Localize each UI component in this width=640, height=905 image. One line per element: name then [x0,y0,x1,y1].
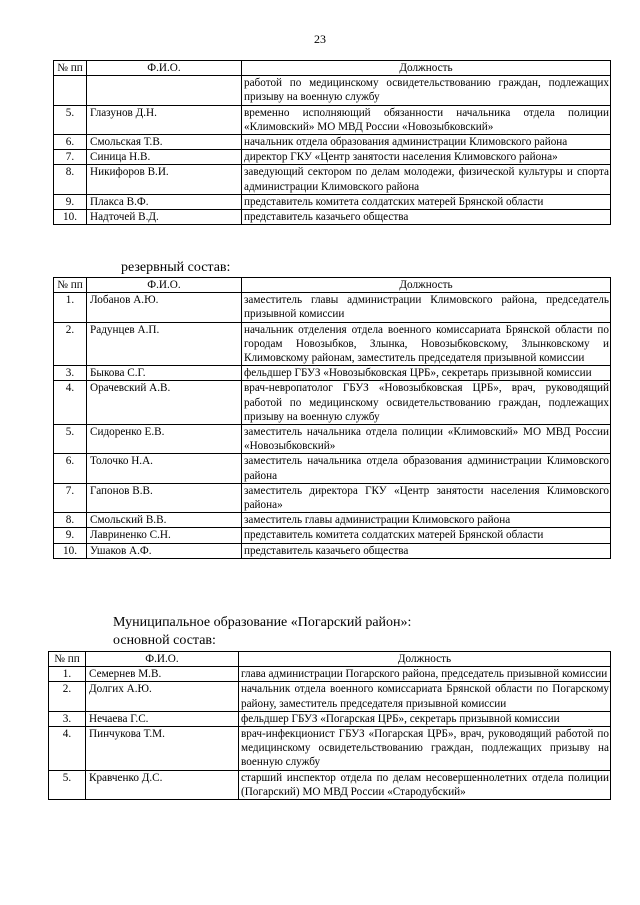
cell-position: фельдшер ГБУЗ «Новозыбковская ЦРБ», секретарь призывной комиссии [242,366,611,381]
cell-position: заведующий сектором по делам молодежи, физической культуры и спорта администрации Климовского района [242,165,611,194]
table-row [54,425,611,454]
cell-name: Никифоров В.И. [87,165,242,194]
cell-position: начальник отдела образования администрации Климовского района [242,135,611,150]
cell-position: представитель казачьего общества [242,543,611,558]
cell-position: фельдшер ГБУЗ «Погарская ЦРБ», секретарь призывной комиссии [239,711,611,726]
column-header-name: Ф.И.О. [87,61,242,76]
table-row [54,513,611,528]
cell-number: 3. [54,366,87,381]
cell-position: заместитель начальника отдела образования администрации Климовского района [242,454,611,483]
cell-position: представитель комитета солдатских матерей Брянской области [242,194,611,209]
cell-name: Смольский В.В. [87,513,242,528]
cell-number: 3. [49,711,86,726]
cell-name: Нечаева Г.С. [86,711,239,726]
cell-name: Семернев М.В. [86,667,239,682]
cell-name: Надточей В.Д. [87,210,242,225]
cell-name: Ушаков А.Ф. [87,543,242,558]
cell-number: 7. [54,150,87,165]
cell-name: Глазунов Д.Н. [87,105,242,134]
cell-number: 9. [54,194,87,209]
cell-name: Быкова С.Г. [87,366,242,381]
cell-number: 5. [54,425,87,454]
cell-name: Гапонов В.В. [87,483,242,512]
table-header-row [49,652,611,667]
table-row [49,770,611,799]
table-row [54,135,611,150]
column-header-num: № пп [54,61,87,76]
column-header-name: Ф.И.О. [87,278,242,293]
cell-number: 5. [49,770,86,799]
cell-number: 8. [54,513,87,528]
table-row [54,293,611,322]
table-row [54,150,611,165]
table-row [54,454,611,483]
column-header-position: Должность [242,61,611,76]
cell-number: 2. [54,322,87,366]
table-row [54,366,611,381]
cell-position: начальник отделения отдела военного комиссариата Брянской области по городам Новозыбков, Злынка, Новозыбковскому, Злынковскому и Климовскому районам, заместитель председателя призывной комиссии [242,322,611,366]
cell-name: Лобанов А.Ю. [87,293,242,322]
cell-position: глава администрации Погарского района, председатель призывной комиссии [239,667,611,682]
cell-position: представитель казачьего общества [242,210,611,225]
cell-number: 4. [49,727,86,771]
table-row [49,667,611,682]
cell-position: директор ГКУ «Центр занятости населения Климовского района» [242,150,611,165]
cell-name: Орачевский А.В. [87,381,242,425]
table-row [49,727,611,771]
table-row [49,682,611,711]
cell-name: Толочко Н.А. [87,454,242,483]
cell-position: заместитель директора ГКУ «Центр занятости населения Климовского района» [242,483,611,512]
cell-number: 4. [54,381,87,425]
cell-name: Смольская Т.В. [87,135,242,150]
cell-name: Синица Н.В. [87,150,242,165]
cell-number: 10. [54,543,87,558]
cell-position: начальник отдела военного комиссариата Брянской области по Погарскому району, заместитель председателя призывной комиссии [239,682,611,711]
column-header-position: Должность [239,652,611,667]
table-row [54,194,611,209]
column-header-num: № пп [54,278,87,293]
table-row [54,381,611,425]
cell-number: 8. [54,165,87,194]
table-row [54,483,611,512]
cell-number: 6. [54,454,87,483]
commission-table-continued [53,60,611,225]
column-header-name: Ф.И.О. [86,652,239,667]
main-composition-table [48,651,611,800]
cell-position: заместитель начальника отдела полиции «Климовский» МО МВД России «Новозыбковский» [242,425,611,454]
reserve-composition-table [53,277,611,559]
cell-number: 9. [54,528,87,543]
column-header-position: Должность [242,278,611,293]
cell-name: Лавриненко С.Н. [87,528,242,543]
cell-number: 2. [49,682,86,711]
column-header-num: № пп [49,652,86,667]
cell-number: 5. [54,105,87,134]
cell-name: Пинчукова Т.М. [86,727,239,771]
cell-name: Кравченко Д.С. [86,770,239,799]
main-composition-caption: основной состав: [113,633,216,648]
table-row [54,105,611,134]
cell-position: врач-инфекционист ГБУЗ «Погарская ЦРБ», врач, руководящий работой по медицинскому освидетельствованию граждан, подлежащих призыву на военную службу [239,727,611,771]
cell-position: заместитель главы администрации Климовского района [242,513,611,528]
table-row [54,210,611,225]
table-row [54,543,611,558]
cell-number: 7. [54,483,87,512]
cell-name: Радунцев А.П. [87,322,242,366]
cell-number: 6. [54,135,87,150]
table-row [49,711,611,726]
page-number: 23 [314,32,326,46]
cell-number: 1. [54,293,87,322]
cell-position: врач-невропатолог ГБУЗ «Новозыбковская ЦРБ», врач, руководящий работой по медицинскому освидетельствованию граждан, подлежащих призыву на военную службу [242,381,611,425]
table-header-row [54,278,611,293]
table-header-row [54,61,611,76]
cell-name: Долгих А.Ю. [86,682,239,711]
cell-position: старший инспектор отдела по делам несовершеннолетних отдела полиции (Погарский) МО МВД России «Стародубский» [239,770,611,799]
cell-position: представитель комитета солдатских матерей Брянской области [242,528,611,543]
cell-position: работой по медицинскому освидетельствованию граждан, подлежащих призыву на военную службу [242,76,611,105]
table-row [54,76,611,105]
municipality-caption: Муниципальное образование «Погарский район»: [113,615,412,630]
table-row [54,528,611,543]
table-row [54,165,611,194]
table-row [54,322,611,366]
cell-position: временно исполняющий обязанности начальника отдела полиции «Климовский» МО МВД России «Новозыбковский» [242,105,611,134]
cell-position: заместитель главы администрации Климовского района, председатель призывной комиссии [242,293,611,322]
cell-name: Сидоренко Е.В. [87,425,242,454]
reserve-composition-caption: резервный состав: [121,260,231,275]
cell-name: Плакса В.Ф. [87,194,242,209]
cell-number [54,76,87,105]
cell-number: 1. [49,667,86,682]
cell-number: 10. [54,210,87,225]
cell-name [87,76,242,105]
